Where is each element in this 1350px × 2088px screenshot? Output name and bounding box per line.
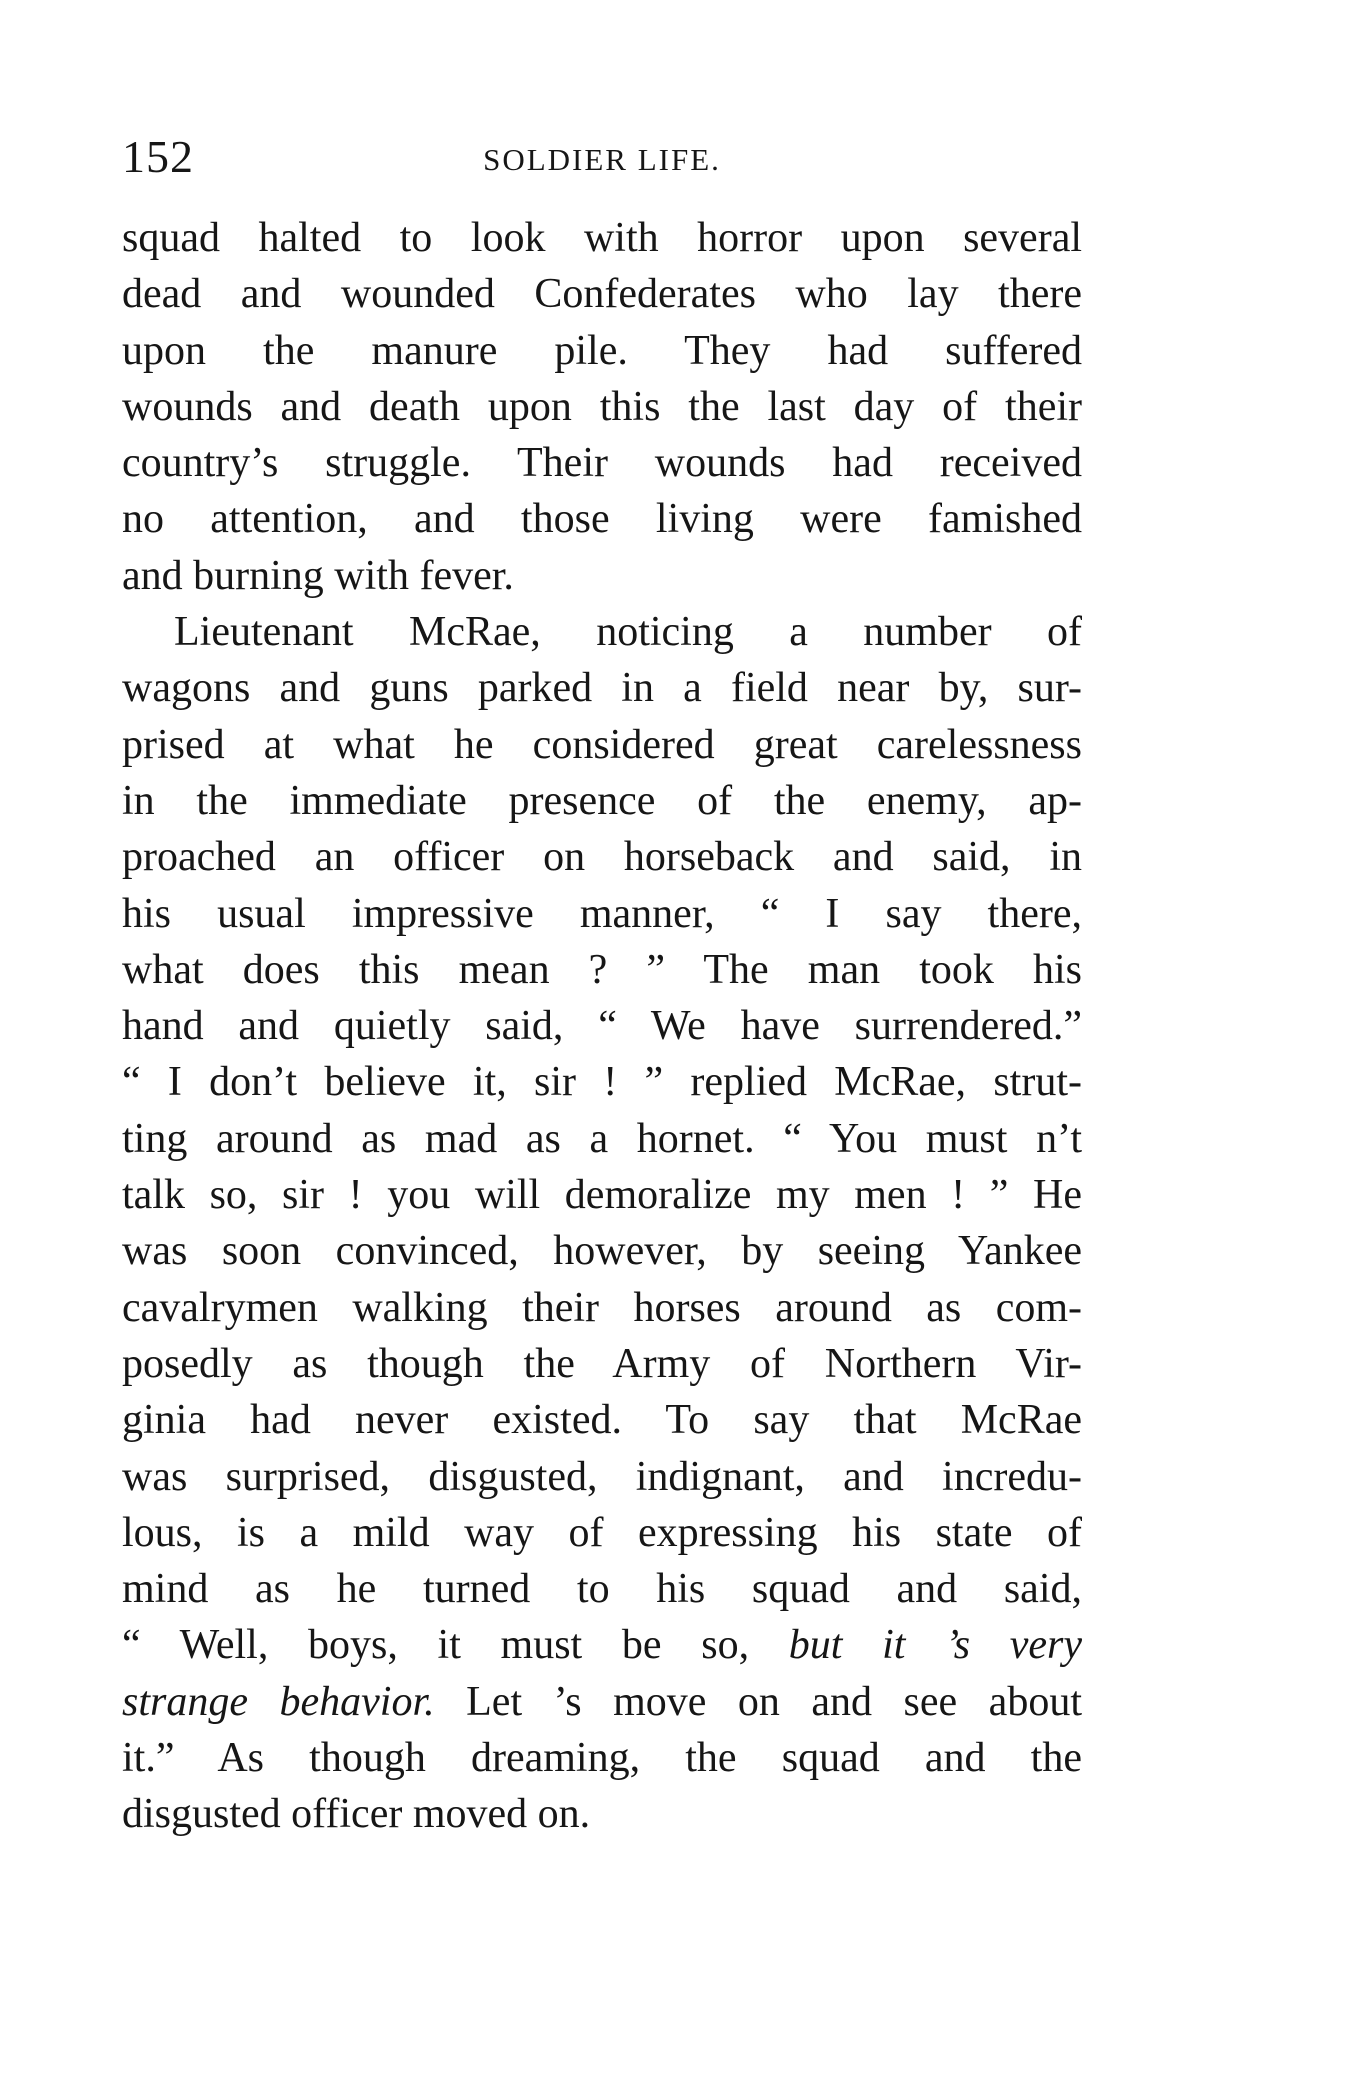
text-line: talk so, sir ! you will demoralize my men ! ” He bbox=[122, 1172, 1082, 1219]
text-line: dead and wounded Confederates who lay there bbox=[122, 271, 1082, 318]
text-line: “ I don’t believe it, sir ! ” replied McRae, strut- bbox=[122, 1059, 1082, 1106]
text-line: posedly as though the Army of Northern Vir- bbox=[122, 1340, 1082, 1387]
body-text bbox=[122, 210, 1082, 1843]
text-line: his usual impressive manner, “ I say there, bbox=[122, 890, 1082, 937]
running-head: SOLDIER LIFE. bbox=[483, 142, 721, 177]
text-line: ting around as mad as a hornet. “ You must n’t bbox=[122, 1115, 1082, 1162]
text-line: Lieutenant McRae, noticing a number of bbox=[174, 609, 1082, 656]
text-line: proached an officer on horseback and said, in bbox=[122, 834, 1082, 881]
text-line bbox=[122, 1617, 1082, 1673]
text-segment: Let ’s move on and see about bbox=[466, 1678, 1082, 1725]
text-segment: “ Well, boys, it must be so, bbox=[122, 1622, 750, 1669]
text-line: ginia had never existed. To say that McRae bbox=[122, 1397, 1082, 1444]
text-line: upon the manure pile. They had suffered bbox=[122, 327, 1082, 374]
text-line: and burning with fever. bbox=[122, 552, 514, 599]
page-number: 152 bbox=[122, 131, 194, 182]
text-line: was soon convinced, however, by seeing Yankee bbox=[122, 1228, 1082, 1275]
text-line: was surprised, disgusted, indignant, and incredu- bbox=[122, 1453, 1082, 1500]
text-line: disgusted officer moved on. bbox=[122, 1791, 591, 1838]
italic-text: but it ’s very bbox=[788, 1622, 1082, 1669]
text-line: hand and quietly said, “ We have surrendered.” bbox=[122, 1003, 1082, 1050]
italic-text: strange behavior. bbox=[122, 1678, 435, 1725]
text-line: mind as he turned to his squad and said, bbox=[122, 1566, 1082, 1613]
text-line: what does this mean ? ” The man took his bbox=[122, 946, 1082, 993]
text-line: in the immediate presence of the enemy, ap- bbox=[122, 777, 1082, 824]
text-line: lous, is a mild way of expressing his state of bbox=[122, 1509, 1082, 1556]
text-line: no attention, and those living were famished bbox=[122, 496, 1082, 543]
text-line: it.” As though dreaming, the squad and the bbox=[122, 1735, 1082, 1782]
text-line: country’s struggle. Their wounds had received bbox=[122, 440, 1082, 487]
text-line: squad halted to look with horror upon several bbox=[122, 215, 1082, 261]
text-line: wounds and death upon this the last day of their bbox=[122, 383, 1082, 430]
text-line: wagons and guns parked in a field near by, sur- bbox=[122, 665, 1082, 712]
page-header bbox=[122, 130, 1082, 190]
text-line bbox=[122, 1674, 1082, 1730]
text-line: prised at what he considered great carelessness bbox=[122, 721, 1082, 768]
text-line: cavalrymen walking their horses around as com- bbox=[122, 1284, 1082, 1331]
